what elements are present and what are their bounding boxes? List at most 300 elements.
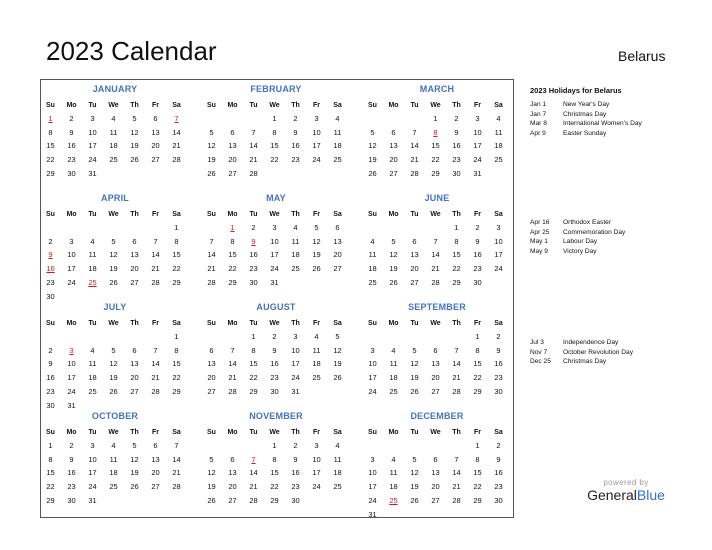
holiday-date: Mar 8: [530, 120, 547, 128]
holiday-name: Easter Sunday: [563, 130, 607, 138]
calendar-day: 21: [172, 141, 181, 151]
calendar-day: 3: [314, 441, 319, 450]
holiday-entry: [530, 119, 642, 129]
calendar-day: 11: [494, 127, 503, 137]
calendar-day: 25: [109, 482, 118, 492]
calendar-day: 15: [172, 250, 181, 260]
calendar-day: 7: [454, 345, 459, 355]
calendar-day: 29: [452, 277, 461, 287]
calendar-day: 21: [151, 264, 160, 274]
month-name: JANUARY: [92, 84, 138, 94]
calendar-day: 22: [452, 264, 461, 274]
calendar-day: 2: [293, 441, 298, 450]
calendar-day: 22: [270, 155, 279, 165]
country-label: Belarus: [618, 48, 666, 64]
calendar-day: 3: [90, 441, 95, 450]
calendar-day: 26: [130, 482, 139, 492]
calendar-day: 21: [207, 264, 216, 274]
month-name: OCTOBER: [91, 411, 139, 421]
holiday-entry: [530, 100, 609, 110]
weekday-header: Su: [46, 320, 55, 327]
calendar-day: 18: [368, 264, 377, 274]
calendar-day: 16: [291, 141, 300, 151]
calendar-day: 8: [174, 236, 179, 246]
calendar-day: 27: [151, 482, 160, 492]
calendar-day: 5: [314, 223, 319, 232]
calendar-day: 17: [88, 468, 97, 478]
calendar-day: 16: [494, 468, 503, 478]
calendar-day: 24: [270, 264, 279, 274]
weekday-header: Th: [130, 102, 139, 109]
calendar-day: 7: [230, 345, 235, 355]
page-title: 2023 Calendar: [46, 36, 217, 66]
calendar-day: 16: [270, 359, 279, 369]
brand-name: [584, 487, 668, 503]
calendar-day: 16: [473, 250, 482, 260]
holiday-date: Jan 1: [530, 101, 547, 108]
holiday-name: Labour Day: [563, 238, 598, 246]
calendar-day: 10: [473, 127, 482, 137]
holiday-date: Dec 25: [530, 358, 551, 366]
brand-powered-by: powered by: [603, 478, 649, 487]
calendar-day: 29: [270, 495, 279, 505]
weekday-header: Su: [46, 211, 55, 218]
calendar-day: 4: [90, 345, 95, 355]
weekday-header: We: [108, 102, 119, 109]
calendar-day: 27: [410, 277, 419, 287]
calendar-day: 18: [88, 264, 97, 274]
calendar-day: 4: [370, 236, 375, 246]
calendar-day: 19: [207, 482, 216, 492]
weekday-header: Sa: [333, 429, 342, 436]
calendar-day: 21: [249, 155, 258, 165]
weekday-header: We: [269, 102, 280, 109]
calendar-day: 24: [67, 386, 76, 396]
holiday-entry: [530, 218, 611, 228]
calendar-day: 23: [291, 155, 300, 165]
weekday-header: Th: [452, 211, 461, 218]
calendar-day: 1: [251, 332, 256, 341]
calendar-day: 31: [88, 168, 97, 178]
calendar-day: 16: [494, 359, 503, 369]
weekday-header: Sa: [333, 102, 342, 109]
calendar-day: 24: [473, 155, 482, 165]
calendar-day: 28: [249, 168, 258, 178]
calendar-day: 31: [67, 400, 76, 410]
calendar-day: 13: [207, 359, 216, 369]
weekday-header: We: [269, 211, 280, 218]
calendar-day: 13: [431, 468, 440, 478]
calendar-day: 15: [46, 468, 55, 478]
calendar-day: 27: [431, 386, 440, 396]
calendar-day: 12: [207, 468, 216, 478]
holiday-name: Christmas Day: [563, 358, 607, 366]
calendar-day: 10: [312, 454, 321, 464]
holiday-day: 16: [46, 264, 55, 274]
calendar-day: 22: [228, 264, 237, 274]
weekday-header: Sa: [494, 429, 503, 436]
calendar-day: 6: [335, 223, 340, 232]
calendar-day: 3: [90, 114, 95, 123]
calendar-day: 18: [109, 468, 118, 478]
calendar-day: 27: [130, 386, 139, 396]
calendar-day: 2: [496, 441, 501, 450]
weekday-header: Th: [130, 429, 139, 436]
calendar-day: 13: [431, 359, 440, 369]
calendar-day: 10: [368, 468, 377, 478]
calendar-day: 28: [172, 155, 181, 165]
weekday-header: Sa: [172, 211, 181, 218]
calendar-day: 14: [172, 127, 181, 137]
calendar-day: 13: [151, 127, 160, 137]
calendar-day: 12: [312, 236, 321, 246]
calendar-day: 9: [454, 127, 459, 137]
calendar-day: 10: [270, 236, 279, 246]
calendar-day: 11: [109, 454, 118, 464]
holiday-date: Nov 7: [530, 348, 548, 356]
calendar-day: 13: [228, 141, 237, 151]
calendar-day: 28: [452, 386, 461, 396]
calendar-day: 25: [109, 155, 118, 165]
calendar-day: 17: [368, 373, 377, 383]
calendar-day: 23: [452, 155, 461, 165]
calendar-day: 25: [494, 155, 503, 165]
calendar-day: 17: [291, 359, 300, 369]
calendar-day: 10: [368, 359, 377, 369]
calendar-day: 25: [312, 373, 321, 383]
calendar-day: 11: [88, 359, 97, 369]
calendar-day: 5: [209, 127, 214, 137]
calendar-day: 16: [67, 141, 76, 151]
calendar-day: 19: [410, 373, 419, 383]
weekday-header: Tu: [88, 102, 97, 109]
calendar-day: 4: [496, 114, 501, 123]
calendar-day: 14: [452, 359, 461, 369]
calendar-day: 9: [69, 454, 74, 464]
weekday-header: Su: [207, 429, 216, 436]
calendar-day: 3: [496, 223, 501, 232]
calendar-day: 3: [475, 114, 480, 123]
weekday-header: Fr: [313, 429, 320, 436]
weekday-header: We: [108, 429, 119, 436]
calendar-day: 3: [370, 454, 375, 464]
calendar-day: 3: [69, 236, 74, 246]
calendar-day: 23: [67, 155, 76, 165]
calendar-day: 26: [312, 264, 321, 274]
calendar-day: 19: [130, 141, 139, 151]
calendar-day: 31: [473, 168, 482, 178]
calendar-day: 5: [412, 345, 417, 355]
calendar-day: 26: [109, 386, 118, 396]
calendar-day: 30: [473, 277, 482, 287]
calendar-day: 18: [333, 141, 342, 151]
calendar-day: 5: [335, 332, 340, 341]
calendar-day: 26: [389, 277, 398, 287]
calendar-day: 13: [410, 250, 419, 260]
weekday-header: Su: [46, 102, 55, 109]
calendar-day: 3: [314, 114, 319, 123]
holiday-date: Apr 9: [530, 130, 546, 138]
calendar-day: 15: [270, 141, 279, 151]
calendar-day: 4: [111, 441, 116, 450]
calendar-day: 5: [370, 127, 375, 137]
calendar-day: 1: [475, 332, 480, 341]
weekday-header: Tu: [88, 320, 97, 327]
calendar-day: 21: [172, 468, 181, 478]
weekday-header: Th: [291, 429, 300, 436]
calendar-day: 26: [130, 155, 139, 165]
calendar-day: 26: [207, 495, 216, 505]
month-name: JULY: [103, 302, 127, 312]
calendar-day: 10: [67, 359, 76, 369]
calendar-day: 22: [249, 373, 258, 383]
holiday-name: Commemoration Day: [563, 228, 626, 236]
weekday-header: Fr: [152, 320, 159, 327]
weekday-header: Sa: [172, 429, 181, 436]
weekday-header: Sa: [333, 320, 342, 327]
weekday-header: Mo: [227, 102, 238, 109]
calendar-day: 7: [209, 236, 214, 246]
calendar-day: 30: [67, 168, 76, 178]
calendar-day: 19: [207, 155, 216, 165]
brand-logo: [584, 478, 668, 503]
holiday-name: New Year's Day: [563, 101, 610, 108]
calendar-day: 17: [67, 373, 76, 383]
calendar-day: 8: [475, 454, 480, 464]
calendar-day: 5: [209, 454, 214, 464]
calendar-day: 10: [312, 127, 321, 137]
weekday-header: Th: [291, 211, 300, 218]
calendar-day: 3: [272, 223, 277, 232]
weekday-header: Sa: [494, 320, 503, 327]
calendar-day: 27: [130, 277, 139, 287]
calendar-day: 12: [109, 250, 118, 260]
calendar-day: 17: [473, 141, 482, 151]
calendar-day: 4: [391, 345, 396, 355]
weekday-header: We: [269, 429, 280, 436]
calendar-day: 6: [132, 345, 137, 355]
calendar-day: 30: [46, 291, 55, 301]
calendar-day: 15: [473, 468, 482, 478]
holiday-entry: [530, 247, 597, 257]
holiday-date: Jan 7: [530, 110, 547, 118]
calendar-day: 11: [109, 127, 118, 137]
calendar-day: 13: [228, 468, 237, 478]
calendar-day: 10: [88, 127, 97, 137]
calendar-day: 20: [410, 264, 419, 274]
calendar-day: 7: [454, 454, 459, 464]
calendar-day: 14: [151, 250, 160, 260]
calendar-day: 15: [452, 250, 461, 260]
calendar-day: 15: [172, 359, 181, 369]
calendar-day: 17: [312, 141, 321, 151]
calendar-day: 9: [272, 345, 277, 355]
calendar-day: 14: [172, 454, 181, 464]
calendar-day: 28: [249, 495, 258, 505]
calendar-day: 24: [368, 386, 377, 396]
calendar-day: 14: [431, 250, 440, 260]
calendar-day: 8: [251, 345, 256, 355]
holiday-date: Apr 16: [530, 219, 550, 226]
calendar-day: 15: [228, 250, 237, 260]
calendar-day: 1: [272, 114, 277, 123]
calendar-day: 16: [67, 468, 76, 478]
calendar-day: 20: [207, 373, 216, 383]
calendar-day: 28: [452, 495, 461, 505]
calendar-day: 6: [433, 454, 438, 464]
calendar-day: 25: [333, 155, 342, 165]
calendar-day: 9: [293, 454, 298, 464]
weekday-header: Tu: [249, 320, 258, 327]
weekday-header: We: [269, 320, 280, 327]
weekday-header: Su: [207, 320, 216, 327]
calendar-day: 12: [130, 127, 139, 137]
calendar-day: 2: [293, 114, 298, 123]
calendar-day: 16: [46, 373, 55, 383]
calendar-day: 26: [410, 495, 419, 505]
calendar-day: 22: [46, 482, 55, 492]
calendar-day: 5: [391, 236, 396, 246]
weekday-header: Mo: [227, 320, 238, 327]
calendar-day: 21: [410, 155, 419, 165]
calendar-day: 29: [431, 168, 440, 178]
calendar-day: 23: [291, 482, 300, 492]
calendar-day: 28: [172, 482, 181, 492]
calendar-day: 20: [431, 373, 440, 383]
calendar-day: 6: [412, 236, 417, 246]
weekday-header: Mo: [388, 429, 399, 436]
calendar-day: 30: [494, 386, 503, 396]
calendar-day: 1: [454, 223, 459, 232]
calendar-day: 12: [410, 468, 419, 478]
weekday-header: Su: [368, 320, 377, 327]
calendar-day: 9: [293, 127, 298, 137]
month-name: JUNE: [424, 193, 450, 203]
calendar-day: 30: [291, 495, 300, 505]
weekday-header: Sa: [494, 211, 503, 218]
calendar-day: 26: [410, 386, 419, 396]
weekday-header: Mo: [66, 211, 77, 218]
weekday-header: Mo: [227, 211, 238, 218]
weekday-header: Tu: [249, 211, 258, 218]
calendar-day: 14: [228, 359, 237, 369]
calendar-day: 25: [368, 277, 377, 287]
calendar-day: 2: [251, 223, 256, 232]
calendar-day: 23: [46, 386, 55, 396]
calendar-day: 19: [130, 468, 139, 478]
weekday-header: Tu: [410, 429, 419, 436]
calendar-day: 10: [291, 345, 300, 355]
calendar-day: 27: [431, 495, 440, 505]
calendar-day: 14: [452, 468, 461, 478]
holiday-name: Christmas Day: [563, 110, 607, 118]
calendar-day: 18: [333, 468, 342, 478]
calendar-day: 25: [389, 386, 398, 396]
calendar-day: 1: [475, 441, 480, 450]
calendar-day: 17: [88, 141, 97, 151]
calendar-day: 24: [494, 264, 503, 274]
calendar-day: 27: [228, 495, 237, 505]
calendar-day: 20: [333, 250, 342, 260]
calendar-day: 14: [151, 359, 160, 369]
month-name: AUGUST: [256, 302, 296, 312]
calendar-day: 19: [333, 359, 342, 369]
weekday-header: Su: [368, 102, 377, 109]
calendar-day: 10: [494, 236, 503, 246]
calendar-day: 11: [291, 236, 300, 246]
calendar-day: 23: [494, 373, 503, 383]
calendar-day: 22: [172, 264, 181, 274]
calendar-day: 8: [48, 454, 53, 464]
calendar-day: 19: [312, 250, 321, 260]
calendar-day: 11: [333, 454, 342, 464]
weekday-header: Mo: [66, 102, 77, 109]
holiday-day: 1: [48, 114, 53, 123]
calendar-day: 16: [249, 250, 258, 260]
calendar-day: 18: [312, 359, 321, 369]
weekday-header: Mo: [66, 429, 77, 436]
holiday-day: 1: [230, 223, 235, 232]
calendar-day: 13: [130, 359, 139, 369]
weekday-header: Sa: [172, 102, 181, 109]
holiday-name: October Revolution Day: [563, 348, 634, 356]
calendar-day: 23: [67, 482, 76, 492]
weekday-header: We: [108, 211, 119, 218]
month-name: FEBRUARY: [250, 84, 302, 94]
calendar-day: 18: [389, 482, 398, 492]
calendar-day: 6: [153, 441, 158, 450]
calendar-day: 28: [431, 277, 440, 287]
holiday-entry: [530, 237, 597, 247]
calendar-day: 23: [473, 264, 482, 274]
calendar-day: 18: [109, 141, 118, 151]
calendar-day: 28: [228, 386, 237, 396]
weekday-header: Su: [207, 211, 216, 218]
calendar-day: 17: [494, 250, 503, 260]
calendar-day: 10: [88, 454, 97, 464]
month-name: MARCH: [419, 84, 455, 94]
holiday-name: Independence Day: [563, 339, 619, 346]
calendar-day: 7: [251, 127, 256, 137]
calendar-day: 13: [151, 454, 160, 464]
holidays-title: 2023 Holidays for Belarus: [530, 86, 622, 95]
weekday-header: Th: [291, 320, 300, 327]
holiday-day: 8: [433, 127, 438, 137]
calendar-day: 7: [153, 236, 158, 246]
calendar-day: 20: [130, 264, 139, 274]
calendar-day: 14: [207, 250, 216, 260]
calendar-day: 9: [496, 454, 501, 464]
calendar-day: 24: [291, 373, 300, 383]
calendar-day: 2: [475, 223, 480, 232]
calendar-day: 29: [473, 495, 482, 505]
calendar-day: 6: [132, 236, 137, 246]
weekday-header: Su: [368, 211, 377, 218]
holiday-day: 7: [174, 114, 179, 123]
weekday-header: Sa: [172, 320, 181, 327]
weekday-header: Mo: [388, 102, 399, 109]
calendar-day: 23: [249, 264, 258, 274]
weekday-header: We: [430, 211, 441, 218]
calendar-day: 3: [293, 332, 298, 341]
calendar-day: 12: [389, 250, 398, 260]
weekday-header: Mo: [227, 429, 238, 436]
calendar-day: 13: [130, 250, 139, 260]
holiday-entry: [530, 228, 625, 238]
calendar-day: 7: [174, 441, 179, 450]
holiday-day: 3: [69, 345, 74, 355]
month-name: SEPTEMBER: [408, 302, 466, 312]
